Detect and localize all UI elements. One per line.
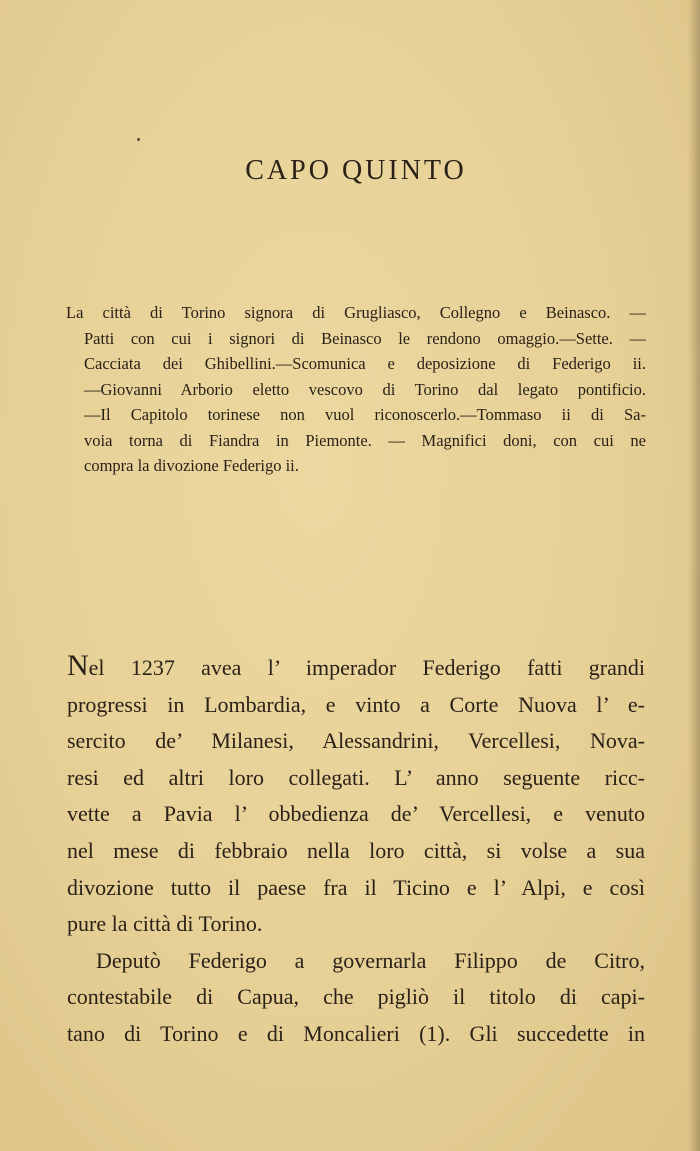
- summary-line: voia torna di Fiandra in Piemonte. — Magnifici doni, con cui ne: [84, 430, 646, 450]
- summary-line: La città di Torino signora di Grugliasco, Collegno e Beinasco. —: [66, 303, 646, 322]
- body-line: vette a Pavia l’ obbedienza de’ Vercellesi, e venuto: [67, 801, 645, 827]
- summary-line: compra la divozione Federigo ii.: [84, 456, 299, 475]
- body-text: [67, 648, 645, 1053]
- body-line: progressi in Lombardia, e vinto a Corte Nuova l’ e-: [67, 691, 645, 717]
- chapter-summary: [66, 300, 646, 479]
- body-line: resi ed altri loro collegati. L’ anno seguente ricc-: [67, 764, 645, 790]
- body-line: pure la città di Torino.: [67, 911, 263, 937]
- body-line-text: el 1237 avea l’ imperador Federigo fatti grandi: [88, 655, 645, 680]
- chapter-title: CAPO QUINTO: [245, 155, 467, 186]
- body-line: [67, 648, 645, 687]
- body-line: tano di Torino e di Moncalieri (1). Gli succedette in: [67, 1020, 645, 1046]
- body-line: divozione tutto il paese fra il Ticino e l’ Alpi, e così: [67, 874, 645, 900]
- paper-speck: [137, 138, 140, 141]
- drop-cap: N: [67, 649, 89, 682]
- summary-line: —Giovanni Arborio eletto vescovo di Torino dal legato pontificio.: [84, 379, 646, 399]
- summary-line: Cacciata dei Ghibellini.—Scomunica e deposizione di Federigo ii.: [84, 354, 646, 373]
- body-line: Deputò Federigo a governarla Filippo de Citro,: [96, 947, 645, 973]
- summary-line: Patti con cui i signori di Beinasco le rendono omaggio.—Sette. —: [84, 328, 646, 348]
- body-line: sercito de’ Milanesi, Alessandrini, Vercellesi, Nova-: [67, 728, 645, 754]
- body-line: contestabile di Capua, che pigliò il titolo di capi-: [67, 984, 645, 1010]
- body-line: nel mese di febbraio nella loro città, si volse a sua: [67, 837, 645, 863]
- summary-line: —Il Capitolo torinese non vuol riconoscerlo.—Tommaso ii di Sa-: [84, 405, 646, 424]
